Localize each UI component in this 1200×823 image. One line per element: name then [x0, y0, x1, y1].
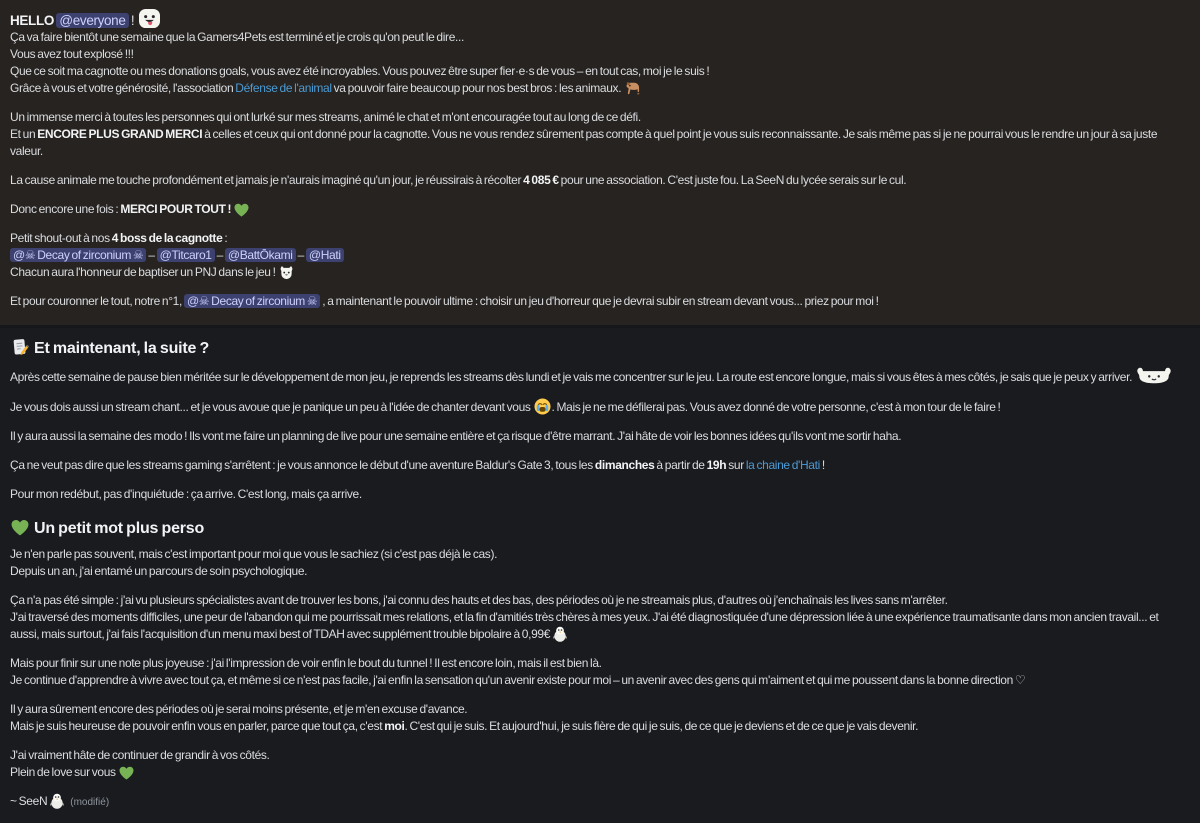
bold-text: 4 boss de la cagnotte	[112, 231, 223, 245]
mention-pill[interactable]: @Titcaro1	[157, 248, 215, 262]
message-line	[10, 609, 1188, 643]
text-link[interactable]: Défense de l'animal	[235, 81, 331, 95]
memo-icon	[11, 338, 29, 356]
message-line	[10, 592, 1188, 609]
mention-pill[interactable]: @everyone	[56, 13, 128, 28]
text-run: Un petit mot plus perso	[34, 520, 204, 537]
message-line	[10, 293, 1188, 310]
text-run	[231, 202, 233, 216]
text-run: va pouvoir faire beaucoup pour nos best bros : les animaux.	[332, 81, 624, 95]
message-line	[10, 672, 1188, 689]
bold-text: HELLO	[10, 13, 54, 28]
message-line	[10, 546, 1188, 563]
mention-pill[interactable]: @BattŌkami	[225, 248, 296, 262]
bold-text: MERCI POUR TOUT !	[120, 202, 231, 216]
message-line	[10, 172, 1188, 189]
text-run: Plein de love sur vous	[10, 765, 118, 779]
ghost-pup-icon	[279, 265, 294, 280]
message-line	[10, 793, 1188, 811]
text-run: Donc encore une fois :	[10, 202, 120, 216]
green-heart-big-icon	[11, 519, 29, 536]
text-run: –	[146, 248, 156, 262]
text-run: pour une association. C'est juste fou. La SeeN du lycée serais sur le cul.	[559, 173, 907, 187]
bold-text: 19h	[707, 458, 727, 472]
text-run: Chacun aura l'honneur de baptiser un PNJ dans le jeu !	[10, 265, 278, 279]
bird-icon	[553, 626, 567, 642]
text-run: Un immense merci à toutes les personnes qui ont lurké sur mes streams, animé le chat et m'ont encouragée tout au long de ce défi.	[10, 110, 641, 124]
green-heart-icon	[119, 766, 134, 780]
bird-icon	[50, 793, 64, 809]
text-run: Et maintenant, la suite ?	[34, 340, 209, 357]
message-line	[10, 201, 1188, 218]
text-run: J'ai traversé des moments difficiles, une peur de l'abandon qui me pourrissait mes relations, et la fin d'amitiés très chères à mes yeux. J'ai été diagnostiquée d'une dépression liée à une expérience traumatisante dans mon ancien travail... et aussi, mais surtout, j'ai fais l'acquisition d'un menu maxi best of TDAH avec supplément trouble bipolaire à 0,99€	[10, 610, 1159, 641]
green-heart-icon	[234, 203, 249, 217]
bold-text: moi	[384, 719, 404, 733]
bold-text: 4 085 €	[523, 173, 559, 187]
message-line	[10, 366, 1188, 386]
text-run: Mais je suis heureuse de pouvoir enfin vous en parler, parce que tout ça, c'est	[10, 719, 384, 733]
edited-label: (modifié)	[70, 797, 109, 808]
text-run: Ça va faire bientôt une semaine que la Gamers4Pets est terminé et je crois qu'on peut le dire...	[10, 30, 464, 44]
text-run: Ça n'a pas été simple : j'ai vu plusieurs spécialistes avant de trouver les bons, j'ai connu des hauts et des bas, des périodes où je ne streamais plus, d'autres où j'enchaînais les lives sans m'arrêter.	[10, 593, 948, 607]
bold-text: ENCORE PLUS GRAND MERCI	[37, 127, 202, 141]
bold-text: dimanches	[595, 458, 655, 472]
message-line	[10, 486, 1188, 503]
message-line	[10, 747, 1188, 764]
text-run: ~ SeeN	[10, 794, 49, 808]
text-run: Il y aura sûrement encore des périodes où je serai moins présente, et je m'en excuse d'avance.	[10, 702, 467, 716]
text-run: –	[215, 248, 225, 262]
message-line	[10, 457, 1188, 474]
text-run: La cause animale me touche profondément et jamais je n'aurais imaginé qu'un jour, je réussirais à récolter	[10, 173, 523, 187]
message-line	[10, 247, 1188, 264]
message-line	[10, 428, 1188, 445]
message-line	[10, 109, 1188, 126]
mention-pill[interactable]: @Hati	[306, 248, 344, 262]
text-run: Que ce soit ma cagnotte ou mes donations goals, vous avez été incroyables. Vous pouvez être super fier·e·s de vous – en tout cas, moi je le suis !	[10, 64, 709, 78]
text-run: !	[820, 458, 825, 472]
text-run: , a maintenant le pouvoir ultime : choisir un jeu d'horreur que je devrai subir en stream devant vous... priez pour moi !	[320, 294, 878, 308]
text-run: Petit shout-out à nos	[10, 231, 112, 245]
message-line	[10, 230, 1188, 247]
section-header	[10, 518, 1188, 540]
text-run: à partir de	[654, 458, 706, 472]
text-run: Vous avez tout explosé !!!	[10, 47, 134, 61]
text-run: J'ai vraiment hâte de continuer de grandir à vos côtés.	[10, 748, 270, 762]
text-run: sur	[726, 458, 746, 472]
text-run: Ça ne veut pas dire que les streams gaming s'arrêtent : je vous annonce le début d'une aventure Baldur's Gate 3, tous les	[10, 458, 595, 472]
text-run: Je n'en parle pas souvent, mais c'est important pour moi que vous le sachiez (si c'est pas déjà le cas).	[10, 547, 497, 561]
message-line	[10, 8, 1188, 29]
message-line	[10, 764, 1188, 781]
sob-face-icon	[534, 398, 551, 415]
white-heart-outline-icon: ♡	[1015, 673, 1025, 687]
section-header	[10, 338, 1188, 360]
text-run: à celles et ceux qui ont donné pour la cagnotte. Vous ne vous rendez sûrement pas compte à quel point je vous suis reconnaissante. Je sais même pas si je ne pourrai vous le rendre un jour à sa juste valeur.	[10, 127, 1157, 158]
cat-arms-icon	[1135, 366, 1173, 385]
message-line	[10, 126, 1188, 160]
text-run: Et pour couronner le tout, notre n°1,	[10, 294, 184, 308]
message-line	[10, 80, 1188, 97]
message-line	[10, 398, 1188, 416]
message-line	[10, 701, 1188, 718]
text-run: Après cette semaine de pause bien méritée sur le développement de mon jeu, je reprends les streams dès lundi et je vais me concentrer sur le jeu. La route est encore longue, mais si vous êtes à mes côtés, je sais que je peux y arriver.	[10, 370, 1134, 384]
message-line	[10, 264, 1188, 281]
text-run: . C'est qui je suis. Et aujourd'hui, je suis fière de qui je suis, de ce que je deviens et de ce que je vais devenir.	[405, 719, 919, 733]
announcement-message-part-1	[0, 0, 1200, 325]
text-run: Il y aura aussi la semaine des modo ! Ils vont me faire un planning de live pour une semaine entière et ça risque d'être marrant. J'ai hâte de voir les bonnes idées qu'ils vont me sortir haha.	[10, 429, 901, 443]
text-run: . Mais je ne me défilerai pas. Vous avez donné de votre personne, c'est à mon tour de le faire !	[552, 400, 1001, 414]
text-run: Grâce à vous et votre générosité, l'association	[10, 81, 235, 95]
message-line	[10, 563, 1188, 580]
text-run: Je vous dois aussi un stream chant... et je vous avoue que je panique un peu à l'idée de chanter devant vous	[10, 400, 533, 414]
text-run: Et un	[10, 127, 37, 141]
text-run: !	[129, 13, 137, 28]
text-run: :	[222, 231, 227, 245]
message-line	[10, 718, 1188, 735]
text-run: –	[296, 248, 306, 262]
text-link[interactable]: la chaine d'Hati	[746, 458, 820, 472]
message-line	[10, 63, 1188, 80]
text-run: Pour mon redébut, pas d'inquiétude : ça arrive. C'est long, mais ça arrive.	[10, 487, 362, 501]
mention-pill[interactable]: @☠ Decay of zirconium ☠	[10, 248, 146, 262]
message-line	[10, 29, 1188, 46]
message-line	[10, 46, 1188, 63]
hello-blob-icon	[138, 8, 161, 29]
text-run: Je continue d'apprendre à vivre avec tout ça, et même si ce n'est pas facile, j'ai enfin la sensation qu'un avenir existe pour moi – un avenir avec des gens qui m'aiment et qui me poussent dans la bonne direction	[10, 673, 1015, 687]
text-run: Mais pour finir sur une note plus joyeuse : j'ai l'impression de voir enfin le bout du tunnel ! Il est encore loin, mais il est bien là.	[10, 656, 602, 670]
text-run: Depuis un an, j'ai entamé un parcours de soin psychologique.	[10, 564, 307, 578]
announcement-message-part-2	[0, 325, 1200, 823]
message-line	[10, 655, 1188, 672]
mention-pill[interactable]: @☠ Decay of zirconium ☠	[184, 294, 320, 308]
dog-icon	[624, 81, 640, 96]
